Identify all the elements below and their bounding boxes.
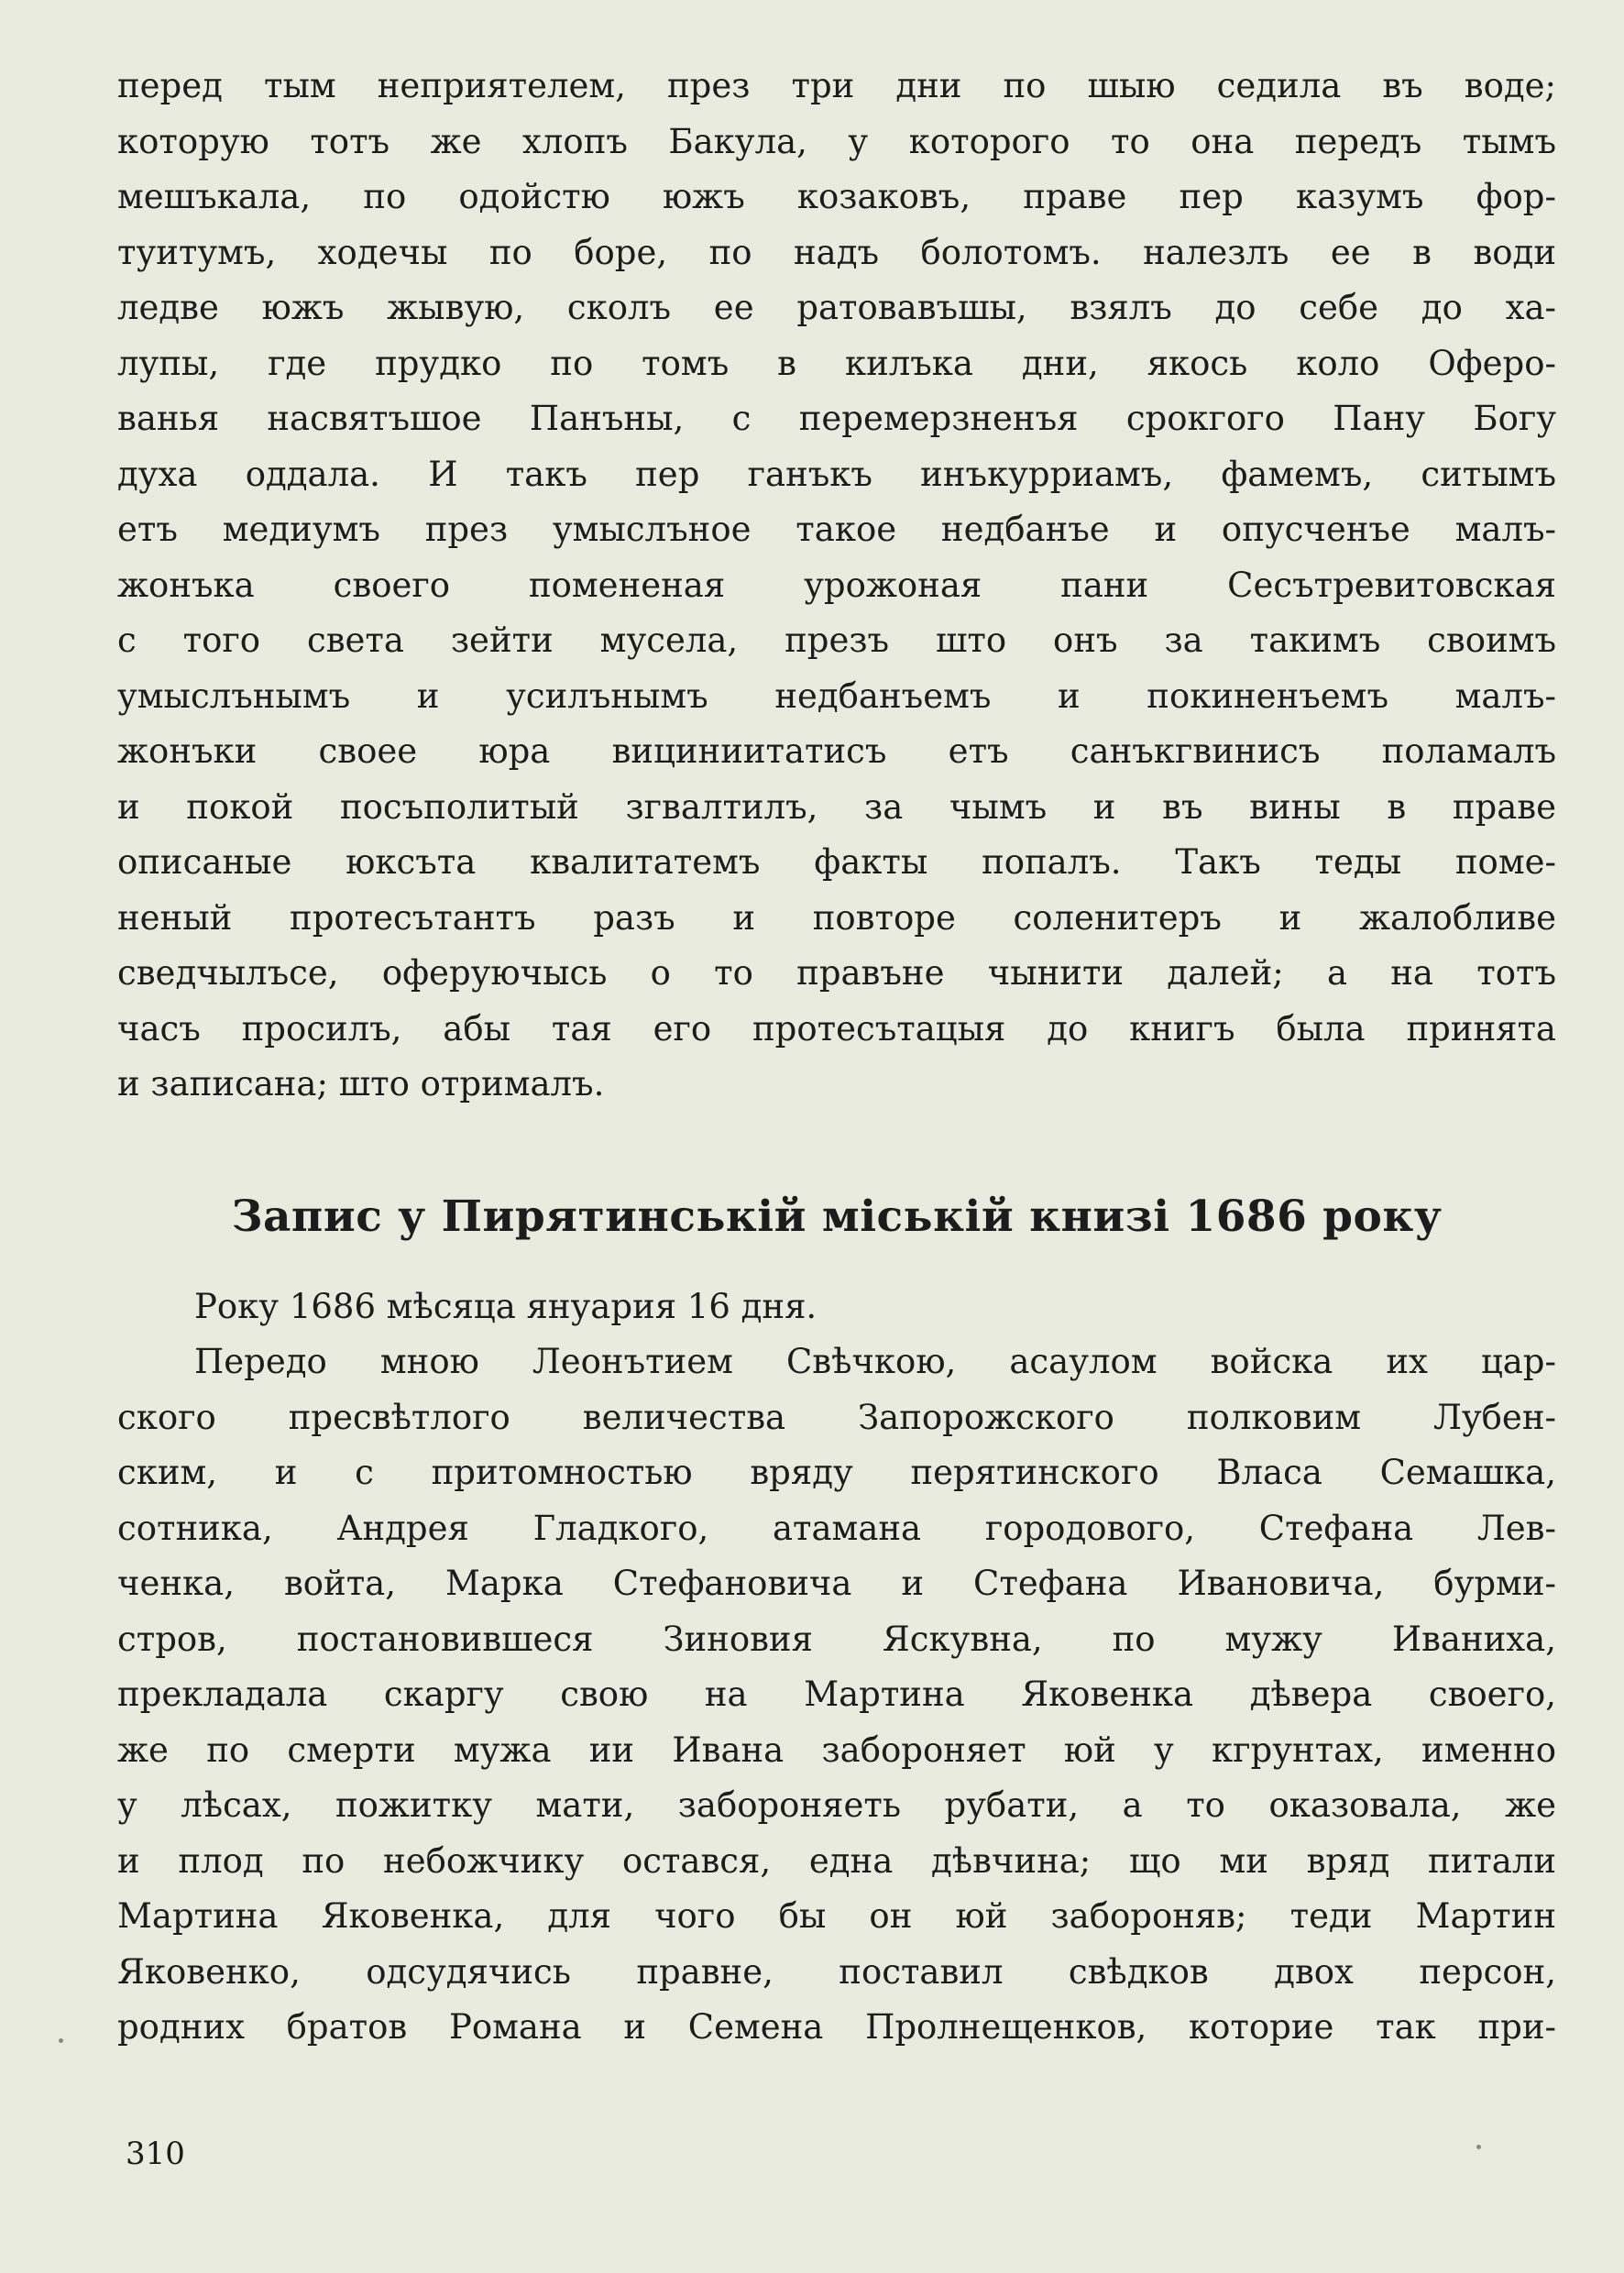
text-line: Передо мною Леонътием Свѣчкою, асаулом войска их цар- xyxy=(194,1342,1556,1381)
page-number: 310 xyxy=(126,2136,185,2172)
text-line: умыслънымъ и усилънымъ недбанъемъ и покиненъемъ малъ- xyxy=(117,675,1556,716)
text-line: Мартина Яковенка, для чого бы он юй забороняв; теди Мартин xyxy=(117,1896,1556,1936)
text-line: жонъка своего помененая урожоная пани Сесътревитовская xyxy=(117,565,1556,605)
text-line: стров, постановившеся Зиновия Яскувна, по мужу Иваниха, xyxy=(117,1619,1556,1659)
paper-speck xyxy=(59,2038,63,2043)
text-line: Яковенко, одсудячись правне, поставил свѣдков двох персон, xyxy=(117,1951,1556,1992)
text-line: духа оддала. И такъ пер ганъкъ инъкурриамъ, фамемъ, ситымъ xyxy=(117,454,1556,494)
text-line: перед тым неприятелем, през три дни по шыю седила въ воде; xyxy=(117,66,1556,105)
text-line: сотника, Андрея Гладкого, атамана городового, Стефана Лев- xyxy=(117,1508,1556,1548)
text-line: сведчылъсе, оферуючысь о то правъне чынити далей; а на тотъ xyxy=(117,953,1556,993)
paragraph-2 xyxy=(117,1334,1556,2056)
text-line: которую тотъ же хлопъ Бакула, у которого то она передъ тымъ xyxy=(117,121,1556,161)
text-line: и плод по небожчику остався, една дѣвчина; що ми вряд питали xyxy=(117,1840,1556,1881)
text-line: и покой посъполитый згвалтилъ, за чымъ и въ вины в праве xyxy=(117,786,1556,827)
text-line: прекладала скаргу свою на Мартина Яковенка дѣвера своего, xyxy=(117,1675,1556,1714)
text-line: же по смерти мужа ии Ивана забороняет юй у кгрунтах, именно xyxy=(117,1729,1556,1770)
paper-speck xyxy=(1476,2145,1481,2149)
text-line: у лѣсах, пожитку мати, забороняеть рубати, а то оказовала, же xyxy=(117,1785,1556,1825)
text-line: туитумъ, ходечы по боре, по надъ болотомъ. налезлъ ее в води xyxy=(117,232,1556,272)
text-line: родних братов Романа и Семена Пролнещенков, которие так при- xyxy=(117,2007,1556,2047)
text-line: неный протесътантъ разъ и повторе соленитеръ и жалобливе xyxy=(117,897,1556,938)
text-line: ледве южъ жывую, сколъ ее ратовавъшы, взялъ до себе до ха- xyxy=(117,288,1556,327)
text-line: ского пресвѣтлого величества Запорожского полковим Лубен- xyxy=(117,1397,1556,1437)
text-line: ченка, войта, Марка Стефановича и Стефана Ивановича, бурми- xyxy=(117,1564,1556,1603)
text-line: жонъки своее юра вициниитатисъ етъ санъкгвинисъ поламалъ xyxy=(117,731,1556,771)
text-line: и записана; што отрималъ. xyxy=(117,1064,605,1104)
paragraph-1 xyxy=(117,59,1556,1113)
text-line: часъ просилъ, абы тая его протесътацыя до книгъ была принята xyxy=(117,1008,1556,1049)
section-title: Запис у Пирятинській міській книзі 1686 року xyxy=(231,1191,1443,1242)
page-body xyxy=(117,59,1556,2056)
text-line: лупы, где прудко по томъ в килъка дни, якось коло Оферо- xyxy=(117,343,1556,383)
date-line: Року 1686 мѣсяца януария 16 дня. xyxy=(194,1286,817,1326)
text-line: описаные юксъта квалитатемъ факты попалъ. Такъ теды поме- xyxy=(117,842,1556,882)
text-line: мешъкала, по одойстю южъ козаковъ, праве пер казумъ фор- xyxy=(117,177,1556,216)
text-line: ванья насвятъшое Панъны, с перемерзненъя срокгого Пану Богу xyxy=(117,399,1556,438)
text-line: етъ медиумъ през умыслъное такое недбанъе и опусченъе малъ- xyxy=(117,510,1556,549)
text-line: ским, и с притомностью вряду перятинского Власа Семашка, xyxy=(117,1453,1556,1492)
text-line: с того света зейти мусела, презъ што онъ за такимъ своимъ xyxy=(117,620,1556,660)
